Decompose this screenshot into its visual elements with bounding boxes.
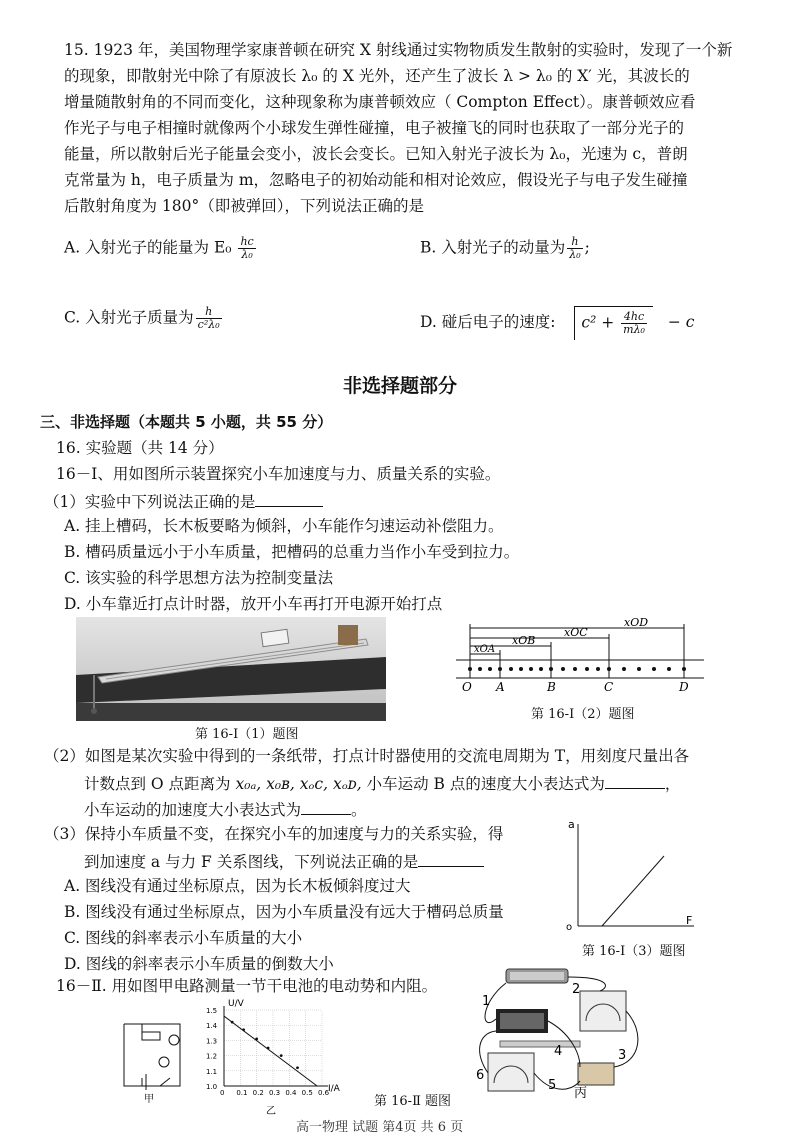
x-tick-label: 0 [220, 1089, 225, 1097]
q16-s1-stem: （1）实验中下列说法正确的是 [44, 490, 323, 512]
answer-blank-s3[interactable] [418, 850, 484, 867]
tape-label-xod: xOD [624, 616, 649, 629]
q15-option-d-label: D. 碰后电子的速度: [420, 313, 556, 331]
fig3-axis-f: F [686, 914, 693, 927]
u-i-chart [204, 998, 354, 1116]
q15-option-c-label: C. 入射光子质量为 [64, 308, 194, 327]
data-point [267, 1047, 270, 1050]
q15-option-d[interactable]: D. 碰后电子的速度: c² + $\frac{4hc}{\text{mλ₀}}$ − c [420, 306, 695, 340]
wire-number-5: 5 [548, 1078, 557, 1093]
section-title: 非选择题部分 [342, 375, 457, 397]
fig3-origin: o [566, 922, 573, 932]
q16-s2-line-3: 小车运动的加速度大小表达式为 。 [84, 798, 367, 820]
q16-s3-option-b[interactable]: B. 图线没有通过坐标原点，因为小车质量没有远大于槽码总质量 [64, 903, 504, 921]
wire-number-6: 6 [476, 1068, 485, 1083]
q15-option-d-sqrt: c² + $\frac{4hc}{\text{mλ₀}}$ [574, 306, 653, 340]
y-tick-label: 1.5 [206, 1007, 218, 1015]
part3-heading: 三、非选择题（本题共 5 小题，共 55 分） [40, 413, 333, 431]
q15-line-5: 能量，所以散射后光子能量会变小，波长会变长。已知入射光子波长为 λ₀，光速为 c，普朗 [64, 145, 688, 163]
y-tick-label: 1.1 [206, 1067, 218, 1076]
circuit-diagram-jia [114, 1012, 198, 1104]
q16-part2-intro: 16－Ⅱ. 用如图甲电路测量一节干电池的电动势和内阻。 [56, 977, 438, 995]
fig1-caption: 第 16-Ⅰ（1）题图 [195, 727, 299, 742]
q16-s1-option-c[interactable]: C. 该实验的科学思想方法为控制变量法 [64, 569, 334, 587]
paper-tape-figure [456, 616, 704, 696]
x-tick-label: 0.6 [318, 1089, 330, 1097]
x-tick-label: 0.3 [269, 1089, 281, 1097]
page-footer: 高一物理 试题 第4页 共 6 页 [296, 1120, 464, 1135]
a-f-graph [566, 814, 706, 932]
apparatus-photo [76, 617, 386, 721]
q15-option-c-fraction: $\frac{h}{\text{c²λ₀}}$ [197, 305, 220, 331]
data-point [231, 1021, 234, 1024]
q16-s1-option-d[interactable]: D. 小车靠近打点计时器，放开小车再打开电源开始打点 [64, 595, 443, 613]
q15-option-c[interactable] [64, 306, 224, 331]
answer-blank-vb[interactable] [605, 772, 665, 789]
x-tick-label: 0.4 [285, 1089, 297, 1097]
wire-number-4: 4 [554, 1044, 563, 1059]
fig2-caption: 第 16-Ⅰ（2）题图 [531, 707, 635, 722]
q15-line-1: 15. 1923 年，美国物理学家康普顿在研究 X 射线通过实物物质发生散射的实验时，发现了一个新 [64, 41, 733, 59]
tape-point-a: A [496, 680, 505, 694]
tape-point-b: B [547, 680, 556, 694]
q16-s3-option-a[interactable]: A. 图线没有通过坐标原点，因为长木板倾斜度过大 [64, 877, 411, 895]
x-tick-label: 0.1 [236, 1089, 248, 1097]
q15-line-6: 克常量为 h，电子质量为 m，忽略电子的初始动能和相对论效应，假设光子与电子发生碰撞 [64, 171, 688, 189]
q15-option-a-label: A. 入射光子的能量为 E₀ [64, 238, 237, 257]
fit-line [224, 1016, 317, 1086]
q15-option-a-fraction: $\frac{hc}{\text{λ₀}}$ [240, 235, 254, 261]
data-point [296, 1066, 299, 1069]
tape-label-xoc: xOC [564, 626, 588, 639]
x-tick-label: 0.5 [301, 1089, 313, 1097]
q16-s1-option-b[interactable]: B. 槽码质量远小于小车质量，把槽码的总重力当作小车受到拉力。 [64, 543, 520, 561]
q15-option-a[interactable] [64, 236, 258, 261]
q16-s3-option-c[interactable]: C. 图线的斜率表示小车质量的大小 [64, 929, 303, 947]
q15-option-b[interactable]: B. 入射光子的动量为 $\frac{h}{\text{λ₀}}$ ; [420, 235, 590, 261]
q15-line-7: 后散射角度为 180°（即被弹回），下列说法正确的是 [64, 197, 425, 215]
fig-label-jia: 甲 [144, 1094, 154, 1104]
data-point [280, 1054, 283, 1057]
tape-point-o: O [462, 680, 472, 694]
y-tick-label: 1.4 [206, 1022, 218, 1031]
u-i-chart-grid [224, 1006, 328, 1086]
q16-s3-line-2: 到加速度 a 与力 F 关系图线，下列说法正确的是 [84, 850, 484, 872]
answer-blank-s1[interactable] [255, 490, 323, 507]
answer-blank-accel[interactable] [301, 798, 351, 815]
q15-line-2: 的现象，即散射光中除了有原波长 λ₀ 的 X 光外，还产生了波长 λ > λ₀ 的 X′ 光，其波长的 [64, 67, 690, 85]
tape-point-c: C [604, 680, 614, 694]
q15-line-3: 增量随散射角的不同而变化，这种现象称为康普顿效应（ Compton Effect）。康普顿效应看 [64, 93, 696, 111]
wire-number-2: 2 [572, 982, 581, 997]
tape-point-d: D [679, 680, 689, 694]
tape-label-xob: xOB [512, 634, 536, 647]
fig-label-yi: 乙 [266, 1106, 276, 1116]
fig-ii-caption: 第 16-Ⅱ 题图 [374, 1094, 452, 1109]
fig3-axis-a: a [568, 818, 575, 831]
q15-option-b-label: B. 入射光子的动量为 [420, 238, 566, 257]
y-tick-label: 1.2 [206, 1052, 218, 1061]
q16-s1-option-a[interactable]: A. 挂上槽码，长木板要略为倾斜，小车能作匀速运动补偿阻力。 [64, 517, 504, 535]
data-point [242, 1028, 245, 1031]
tape-label-xoa: xOA [474, 644, 496, 655]
x-tick-label: 0.2 [252, 1089, 264, 1097]
u-i-data-points [231, 1021, 299, 1069]
u-i-chart-ticks [206, 1007, 330, 1097]
y-tick-label: 1.3 [206, 1037, 218, 1046]
q16-s3-option-d[interactable]: D. 图线的斜率表示小车质量的倒数大小 [64, 955, 334, 973]
physical-circuit-bing [470, 963, 650, 1111]
fig3-caption: 第 16-Ⅰ（3）题图 [582, 944, 686, 959]
q16-s2-line-2: 计数点到 O 点距离为 x₀ₐ, x₀ʙ, xₒc, xₒᴅ, 小车运动 B 点的速度大小表达式为 ， [84, 772, 680, 794]
i-axis-label: I/A [328, 1084, 340, 1094]
q15-line-4: 作光子与电子相撞时就像两个小球发生弹性碰撞，电子被撞飞的同时也获取了一部分光子的 [64, 119, 685, 137]
q16-title: 16. 实验题（共 14 分） [56, 439, 224, 457]
y-tick-label: 1.0 [206, 1083, 218, 1091]
q16-s3-line-1: （3）保持小车质量不变，在探究小车的加速度与力的关系实验，得 [44, 825, 504, 843]
data-point [255, 1037, 258, 1040]
q16-part1-intro: 16－Ⅰ、用如图所示装置探究小车加速度与力、质量关系的实验。 [56, 465, 501, 483]
wire-number-3: 3 [618, 1048, 627, 1063]
q16-s2-line-1: （2）如图是某次实验中得到的一条纸带，打点计时器使用的交流电周期为 T，用刻度尺量出各 [44, 747, 690, 765]
u-i-fit-line [224, 1016, 317, 1086]
u-axis-label: U/V [228, 999, 244, 1009]
q15-option-b-fraction: $\frac{h}{\text{λ₀}}$ [569, 235, 581, 261]
wire-number-1: 1 [482, 994, 491, 1009]
fig-label-bing: 丙 [574, 1086, 588, 1101]
